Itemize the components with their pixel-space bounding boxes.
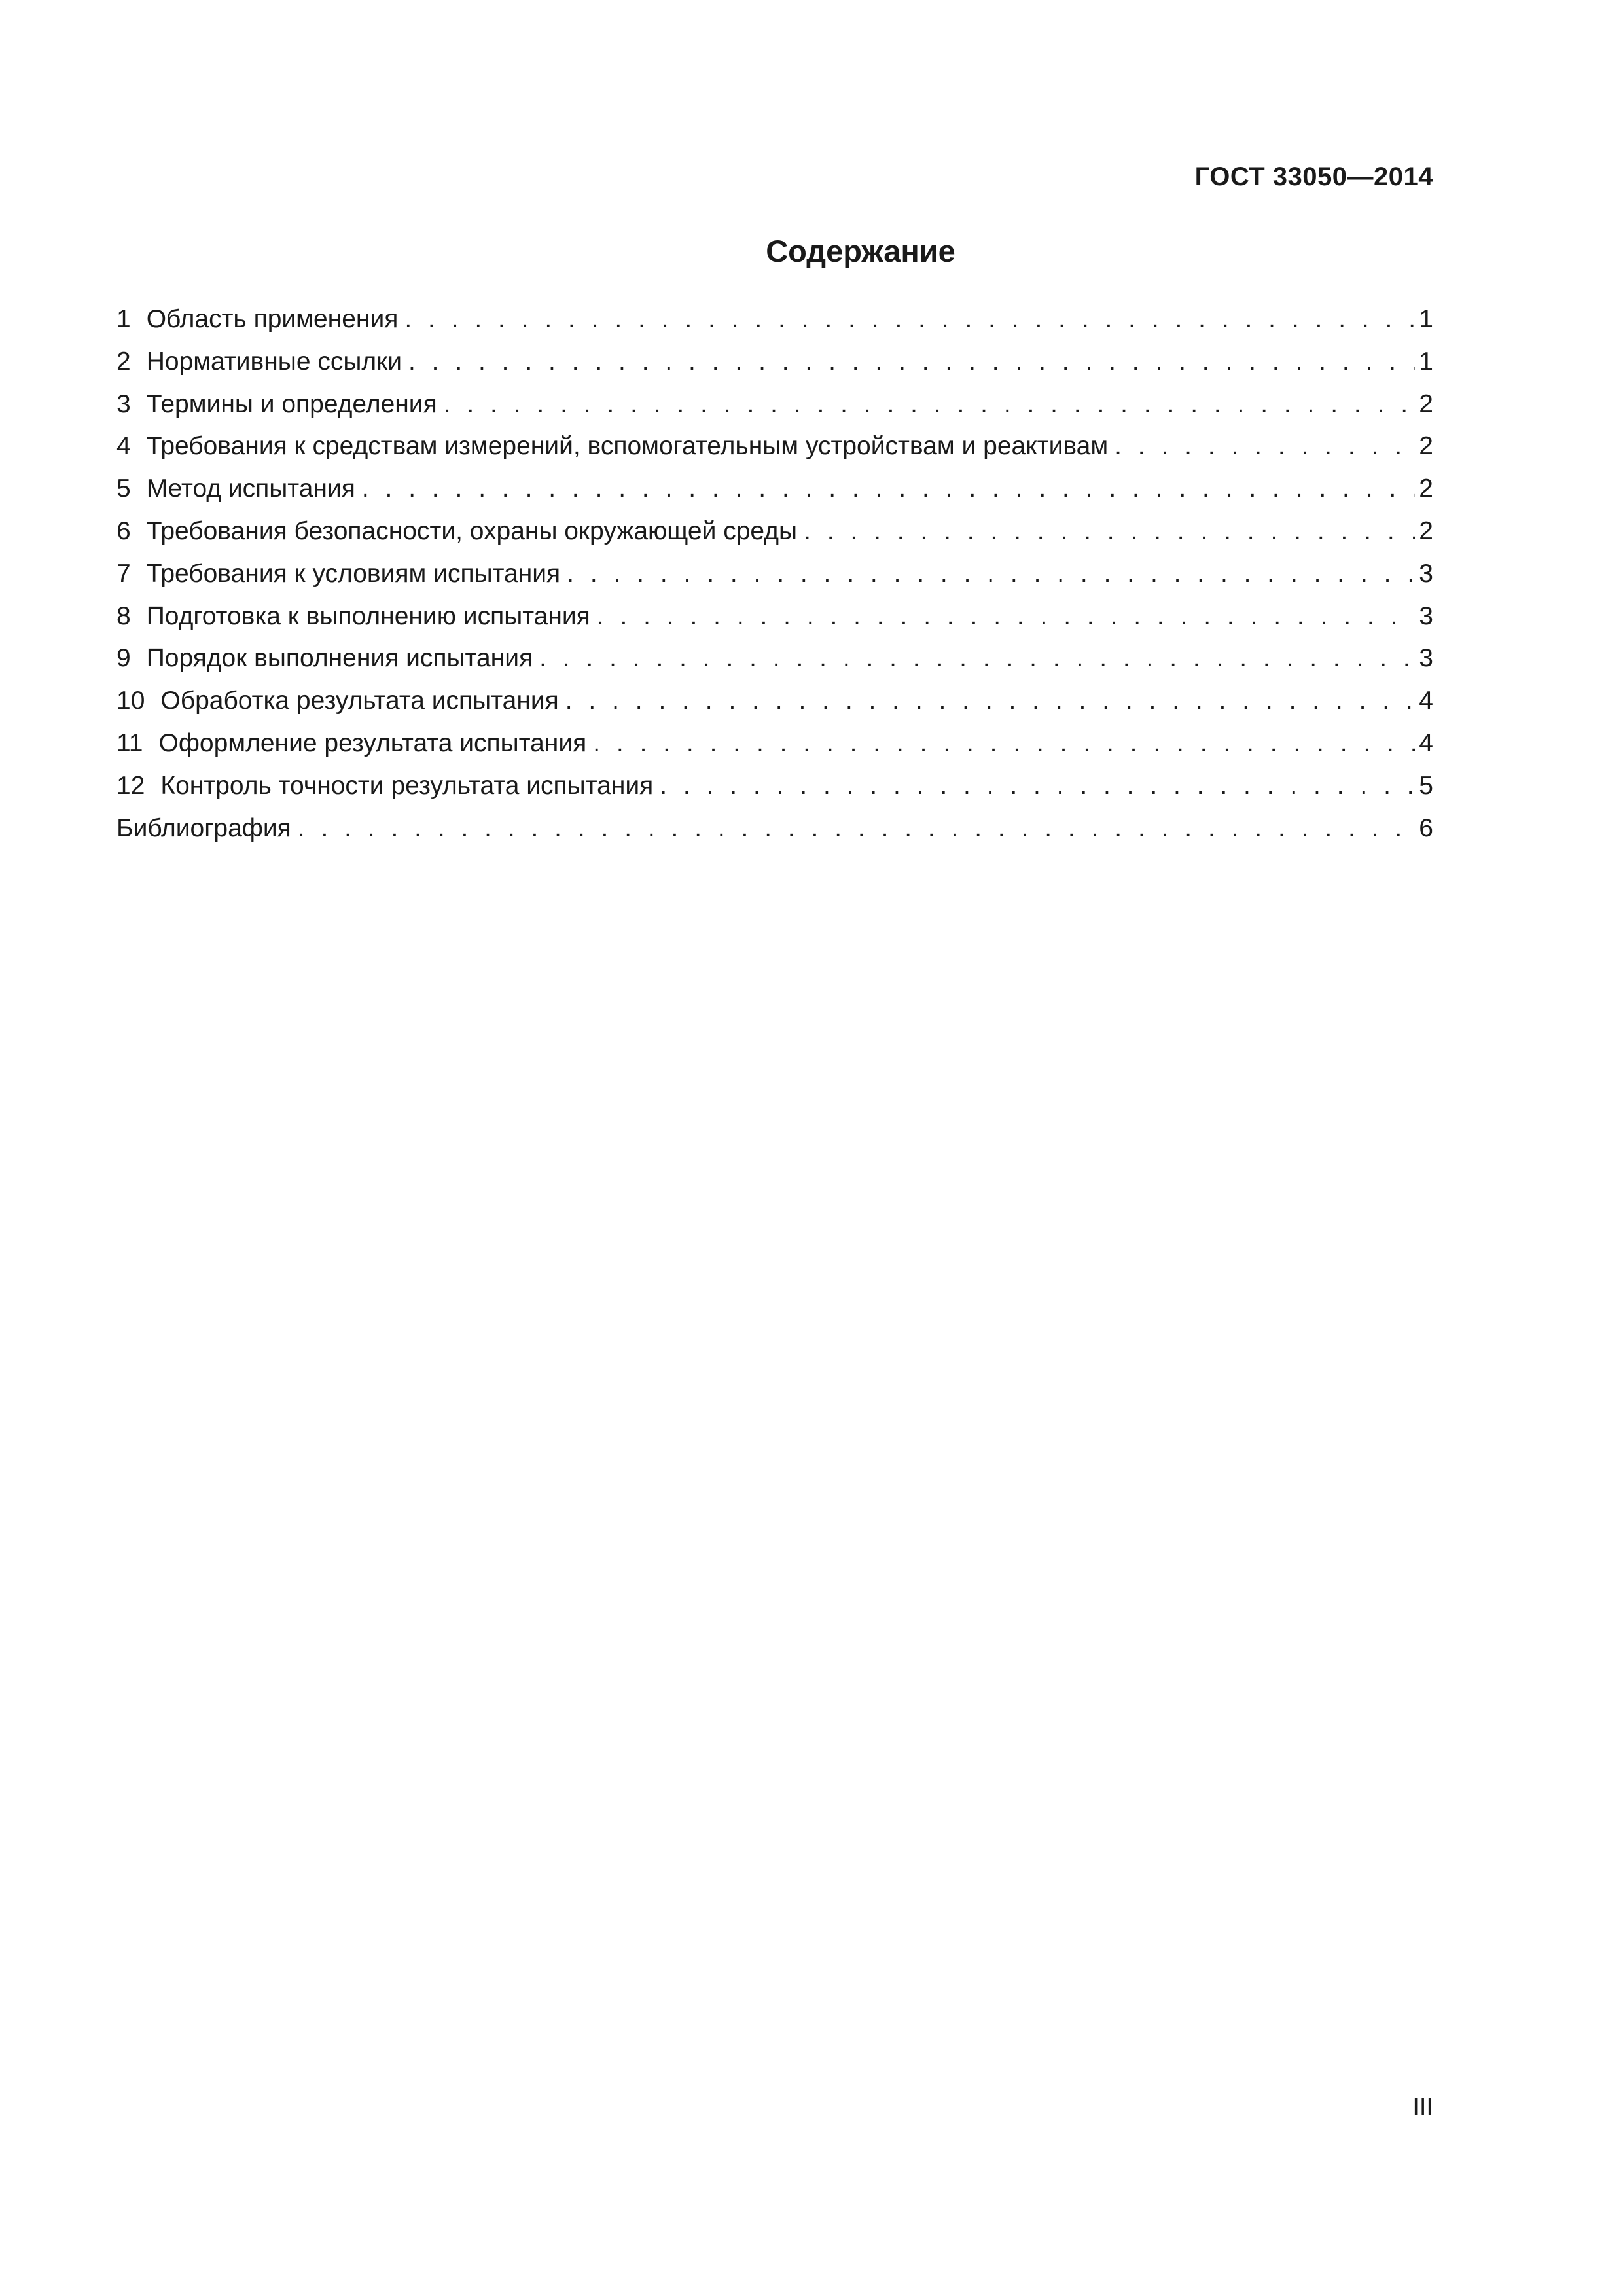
toc-entry-text: Метод испытания bbox=[146, 475, 355, 503]
toc-entry-bibliography[interactable] bbox=[116, 808, 1433, 850]
toc-leader-dots bbox=[593, 723, 1415, 764]
toc-leader-dots bbox=[404, 298, 1415, 340]
toc-entry-number: 4 bbox=[116, 432, 131, 461]
toc-entry-2[interactable] bbox=[116, 341, 1433, 384]
page-number: III bbox=[1412, 2094, 1433, 2121]
toc-leader-dots bbox=[565, 680, 1416, 722]
toc-entry-text: Порядок выполнения испытания bbox=[146, 644, 533, 673]
toc-entry-4[interactable] bbox=[116, 425, 1433, 468]
toc-entry-page: 4 bbox=[1419, 728, 1433, 757]
toc-entry-number: 9 bbox=[116, 644, 131, 673]
toc-entry-page: 3 bbox=[1419, 601, 1433, 630]
toc-entry-page: 2 bbox=[1419, 432, 1433, 461]
toc-entry-3[interactable] bbox=[116, 384, 1433, 426]
toc-entry-number: 8 bbox=[116, 601, 131, 630]
document-id: ГОСТ 33050—2014 bbox=[1194, 162, 1433, 191]
toc-entry-text: Библиография bbox=[116, 814, 291, 842]
toc-entry-page: 2 bbox=[1419, 389, 1433, 418]
toc-entry-7[interactable] bbox=[116, 553, 1433, 596]
toc-entry-number: 5 bbox=[116, 475, 131, 503]
toc-entry-page: 3 bbox=[1419, 644, 1433, 673]
toc-entry-1[interactable] bbox=[116, 298, 1433, 341]
toc-entry-10[interactable] bbox=[116, 680, 1433, 723]
toc-leader-dots bbox=[298, 808, 1416, 850]
toc-leader-dots bbox=[408, 341, 1415, 383]
toc-title: Содержание bbox=[766, 234, 955, 268]
toc-entry-text: Оформление результата испытания bbox=[158, 728, 587, 757]
toc-entry-number: 6 bbox=[116, 516, 131, 545]
toc-entry-number: 11 bbox=[116, 728, 143, 757]
toc-leader-dots bbox=[444, 384, 1416, 425]
toc-entry-text: Контроль точности результата испытания bbox=[160, 771, 654, 800]
toc-entry-text: Требования к средствам измерений, вспомогательным устройствам и реактивам bbox=[146, 432, 1109, 461]
toc-entry-text: Нормативные ссылки bbox=[146, 347, 402, 376]
toc-leader-dots bbox=[660, 765, 1415, 807]
toc-leader-dots bbox=[1115, 425, 1415, 467]
toc-entry-12[interactable] bbox=[116, 765, 1433, 808]
toc-entry-page: 1 bbox=[1419, 347, 1433, 376]
toc-entry-page: 2 bbox=[1419, 475, 1433, 503]
toc-entry-text: Термины и определения bbox=[146, 389, 437, 418]
toc-entry-page: 1 bbox=[1419, 305, 1433, 333]
toc-entry-text: Требования безопасности, охраны окружающей среды bbox=[146, 516, 798, 545]
toc-entry-number: 10 bbox=[116, 687, 145, 715]
toc-entry-page: 2 bbox=[1419, 516, 1433, 545]
toc-leader-dots bbox=[597, 596, 1416, 637]
toc-entry-text: Подготовка к выполнению испытания bbox=[146, 601, 590, 630]
toc-entry-9[interactable] bbox=[116, 637, 1433, 680]
toc-entry-11[interactable] bbox=[116, 723, 1433, 765]
toc-entry-number: 3 bbox=[116, 389, 131, 418]
toc-entry-6[interactable] bbox=[116, 511, 1433, 553]
toc-entry-text: Требования к условиям испытания bbox=[146, 559, 561, 588]
toc-entry-number: 1 bbox=[116, 305, 131, 333]
toc-entry-page: 4 bbox=[1419, 687, 1433, 715]
toc-leader-dots bbox=[567, 553, 1415, 595]
toc-entry-text: Обработка результата испытания bbox=[160, 687, 559, 715]
toc-leader-dots bbox=[362, 468, 1415, 510]
toc-entry-page: 6 bbox=[1419, 814, 1433, 842]
toc-entry-page: 3 bbox=[1419, 559, 1433, 588]
toc-entry-page: 5 bbox=[1419, 771, 1433, 800]
toc-leader-dots bbox=[539, 637, 1415, 679]
toc-entry-number: 7 bbox=[116, 559, 131, 588]
toc-entry-5[interactable] bbox=[116, 468, 1433, 511]
toc-entry-8[interactable] bbox=[116, 596, 1433, 638]
toc-entry-number: 12 bbox=[116, 771, 145, 800]
toc-entry-number: 2 bbox=[116, 347, 131, 376]
table-of-contents bbox=[116, 298, 1433, 850]
toc-entry-text: Область применения bbox=[146, 305, 399, 333]
toc-leader-dots bbox=[804, 511, 1415, 552]
